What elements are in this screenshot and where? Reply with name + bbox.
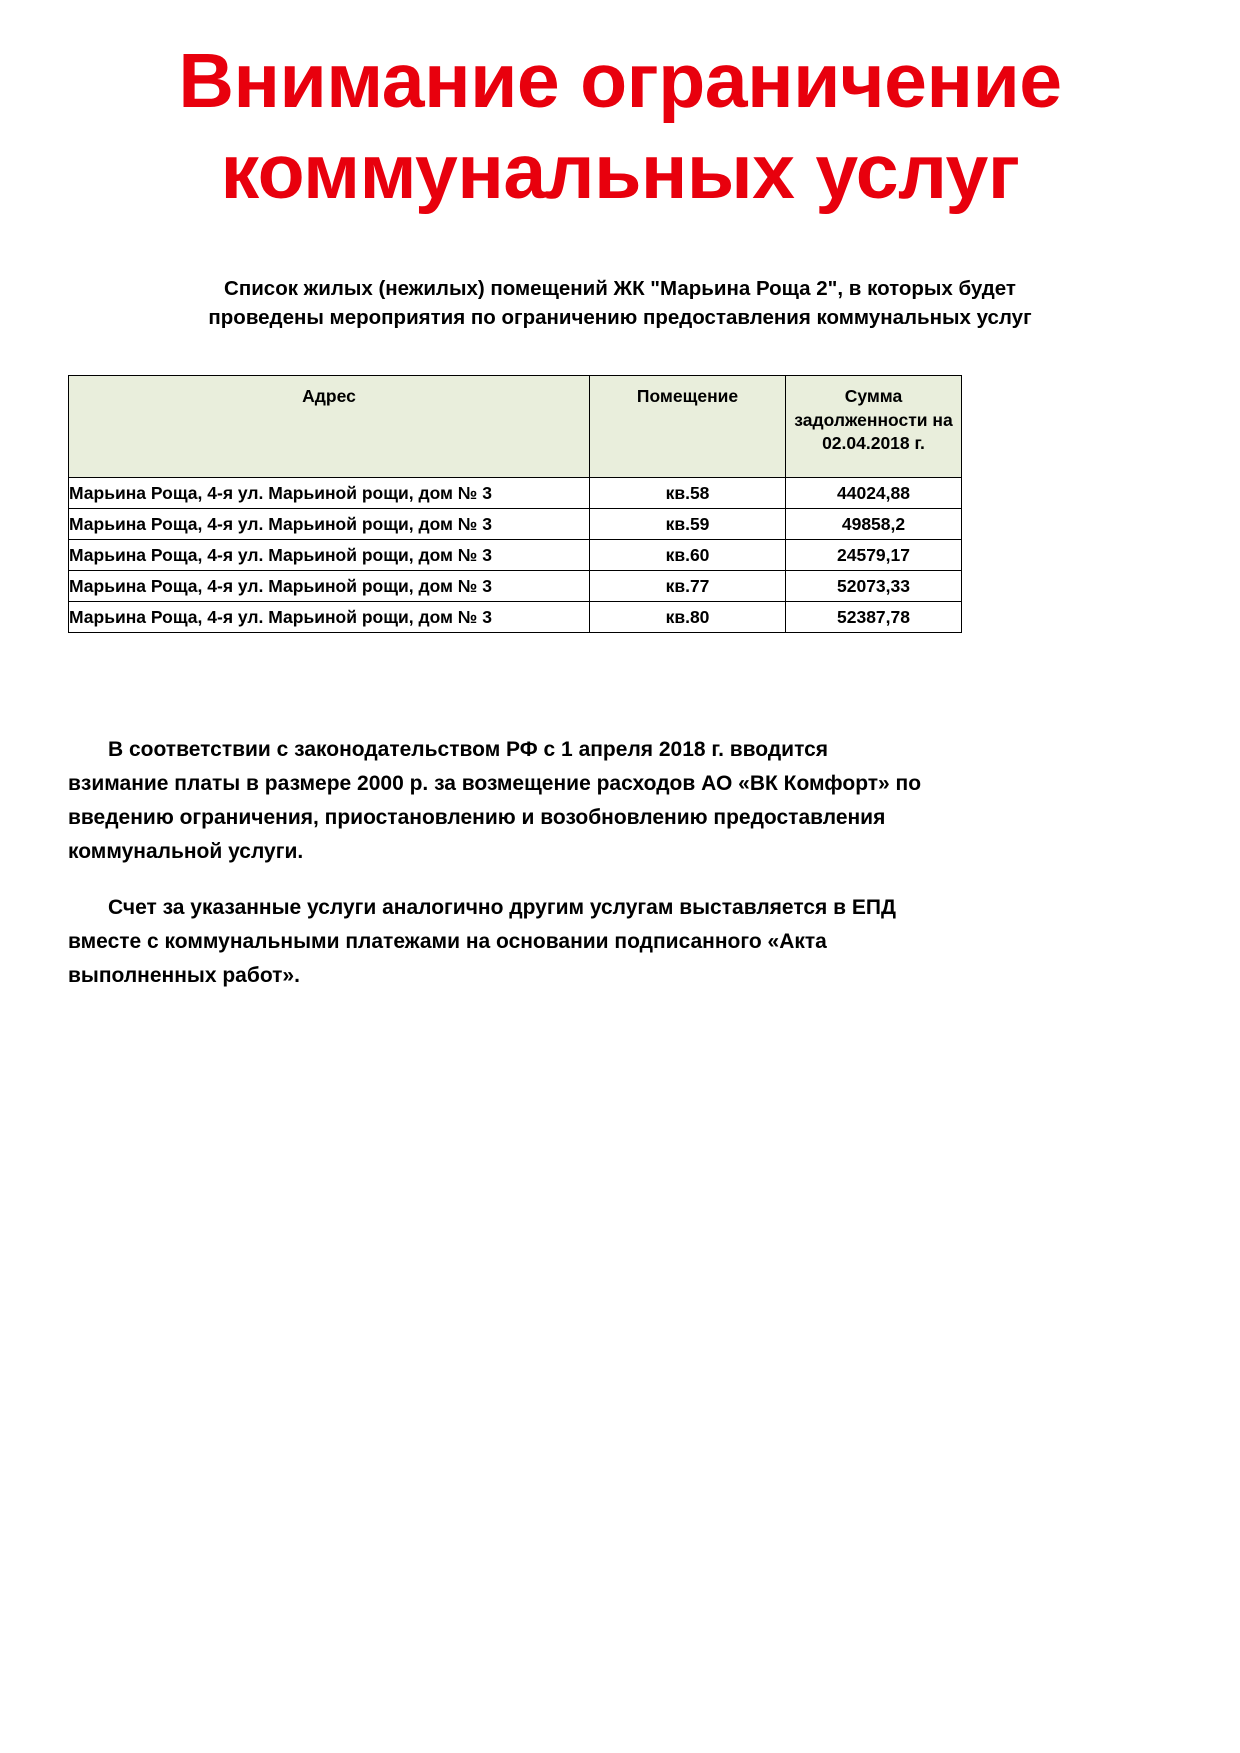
column-header-address: Адрес — [69, 376, 590, 478]
cell-room: кв.58 — [590, 478, 786, 509]
table-row — [69, 571, 962, 602]
cell-address: Марьина Роща, 4-я ул. Марьиной рощи, дом № 3 — [69, 571, 590, 602]
table-header-row — [69, 376, 962, 478]
body-text — [68, 733, 928, 993]
column-header-room: Помещение — [590, 376, 786, 478]
cell-amount: 52073,33 — [786, 571, 962, 602]
table-row — [69, 540, 962, 571]
table-row — [69, 478, 962, 509]
column-header-debt-amount: Сумма задолженности на 02.04.2018 г. — [786, 376, 962, 478]
debt-table-container — [68, 375, 958, 633]
cell-amount: 49858,2 — [786, 509, 962, 540]
cell-amount: 44024,88 — [786, 478, 962, 509]
cell-address: Марьина Роща, 4-я ул. Марьиной рощи, дом № 3 — [69, 509, 590, 540]
debt-table — [68, 375, 962, 633]
subtitle-text: Список жилых (нежилых) помещений ЖК "Марьина Роща 2", в которых будет проведены мероприятия по ограничению предоставления коммунальных услуг — [208, 276, 1032, 330]
table-row — [69, 509, 962, 540]
cell-address: Марьина Роща, 4-я ул. Марьиной рощи, дом № 3 — [69, 602, 590, 633]
title-line-1: Внимание ограничение — [178, 38, 1062, 124]
table-header — [69, 376, 962, 478]
cell-address: Марьина Роща, 4-я ул. Марьиной рощи, дом № 3 — [69, 540, 590, 571]
cell-room: кв.59 — [590, 509, 786, 540]
table-row — [69, 602, 962, 633]
cell-amount: 52387,78 — [786, 602, 962, 633]
cell-room: кв.80 — [590, 602, 786, 633]
paragraph-billing-notice: Счет за указанные услуги аналогично другим услугам выставляется в ЕПД вместе с коммунальными платежами на основании подписанного «Акта выполненных работ». — [68, 896, 896, 988]
page-title — [68, 0, 1172, 218]
cell-amount: 24579,17 — [786, 540, 962, 571]
cell-address: Марьина Роща, 4-я ул. Марьиной рощи, дом № 3 — [69, 478, 590, 509]
paragraph-fee-notice: В соответствии с законодательством РФ с 1 апреля 2018 г. вводится взимание платы в размере 2000 р. за возмещение расходов АО «ВК Комфорт» по введению ограничения, приостановлению и возобновлению предоставления коммунальной услуги. — [68, 738, 922, 864]
cell-room: кв.60 — [590, 540, 786, 571]
table-body — [69, 478, 962, 633]
title-line-2: коммунальных услуг — [220, 128, 1020, 215]
cell-room: кв.77 — [590, 571, 786, 602]
